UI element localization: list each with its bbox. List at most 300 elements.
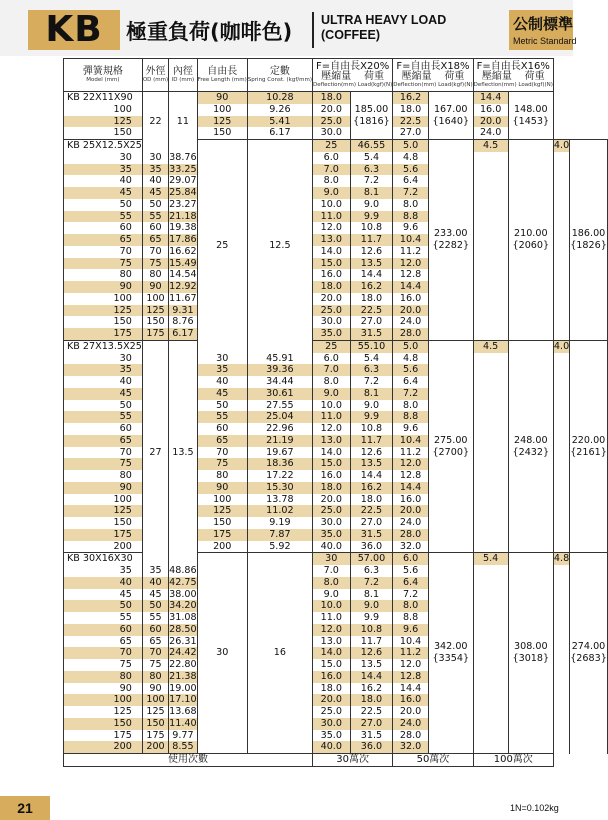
spring-constant: 57.00 [350, 553, 393, 565]
free-length: 60 [142, 624, 168, 636]
deflection-18: 18.0 [350, 494, 393, 506]
deflection-20: 30.0 [312, 517, 350, 529]
spring-constant: 39.36 [247, 364, 312, 376]
free-length: 125 [197, 505, 247, 517]
free-length: 90 [197, 482, 247, 494]
model-length: 45 [64, 589, 143, 601]
deflection-18: 10.8 [350, 423, 393, 435]
spring-constant: 55.10 [350, 340, 393, 352]
deflection-18: 9.0 [350, 400, 393, 412]
load-20-kgf: 185.00 [354, 103, 389, 115]
deflection-16: 24.0 [473, 127, 508, 139]
deflection-16: 20.0 [393, 305, 429, 317]
model-length: 30 [64, 353, 143, 365]
spring-constant: 15.30 [247, 482, 312, 494]
spring-constant: 12.92 [169, 281, 197, 292]
deflection-16: 12.0 [393, 458, 429, 470]
deflection-16: 8.0 [393, 199, 429, 211]
col-group-16: F=自由長X16% 壓縮量 荷重 Deflection(mm) Load(kgf)(N) [473, 59, 553, 92]
page-header [0, 0, 577, 56]
deflection-20: 16.0 [312, 470, 350, 482]
spring-constant: 5.41 [247, 116, 312, 128]
title-english: ULTRA HEAVY LOAD [321, 13, 447, 27]
model-length: 30 [64, 152, 143, 164]
spring-spec-table [63, 58, 608, 767]
deflection-20: 16.0 [312, 269, 350, 281]
spring-constant: 46.55 [350, 140, 393, 152]
deflection-20: 15.0 [312, 458, 350, 470]
free-length: 75 [197, 458, 247, 470]
deflection-20: 9.0 [312, 589, 350, 601]
load-18 [508, 340, 553, 553]
spring-constant: 11.67 [169, 292, 197, 304]
load-18-kgf: 308.00 [514, 641, 548, 653]
deflection-16: 11.2 [393, 647, 429, 659]
free-length: 80 [142, 671, 168, 683]
deflection-18: 11.7 [350, 435, 393, 447]
free-length: 55 [142, 211, 168, 223]
free-length: 65 [142, 234, 168, 246]
load-20-kgf: 233.00 [433, 227, 468, 239]
kb-logo: KB [28, 10, 120, 50]
title-english-color: (COFFEE) [321, 28, 381, 42]
deflection-18: 16.2 [393, 92, 429, 104]
load-16-kgf: 186.00 [571, 227, 606, 239]
spring-constant: 7.87 [247, 529, 312, 541]
inner-diameter: 13.5 [169, 340, 197, 565]
deflection-16: 7.2 [393, 589, 429, 601]
deflection-20: 8.0 [312, 376, 350, 388]
free-length: 70 [197, 447, 247, 459]
deflection-18: 13.5 [350, 458, 393, 470]
free-length: 125 [197, 116, 247, 128]
load-16-kgf: 220.00 [571, 434, 606, 446]
deflection-18: 16.2 [350, 482, 393, 494]
model-length: 55 [64, 211, 143, 223]
spring-constant: 9.26 [247, 104, 312, 116]
spring-constant: 17.22 [247, 470, 312, 482]
deflection-16: 20.0 [393, 706, 429, 718]
cycles-20: 30萬次 [312, 754, 392, 767]
deflection-20: 8.0 [312, 577, 350, 589]
free-length: 50 [142, 199, 168, 211]
spring-constant: 16.62 [169, 245, 197, 257]
deflection-20: 10.0 [312, 600, 350, 612]
deflection-20: 25.0 [312, 116, 350, 128]
deflection-16: 10.4 [393, 636, 429, 648]
deflection-20: 11.0 [312, 211, 350, 223]
model-length: 80 [64, 470, 143, 482]
load-16 [570, 340, 608, 553]
free-length: 60 [142, 222, 168, 234]
deflection-18: 22.5 [350, 305, 393, 317]
deflection-20: 35.0 [312, 328, 350, 340]
deflection-16: 9.6 [393, 624, 429, 636]
load-18-newton: {2432} [512, 446, 550, 458]
deflection-16: 4.8 [393, 353, 429, 365]
usage-label: 使用次數 [64, 754, 313, 767]
outer-diameter: 27 [142, 340, 168, 565]
spring-constant: 34.44 [247, 376, 312, 388]
deflection-16: 28.0 [393, 529, 429, 541]
deflection-16: 14.4 [393, 683, 429, 695]
deflection-20: 15.0 [312, 258, 350, 270]
deflection-20: 40.0 [312, 541, 350, 553]
spring-constant: 10.28 [247, 92, 312, 104]
spring-constant: 19.38 [169, 222, 197, 234]
deflection-16: 11.2 [393, 447, 429, 459]
model-length: 60 [64, 222, 143, 234]
outer-diameter: 22 [142, 92, 168, 152]
deflection-16: 12.8 [393, 671, 429, 683]
model-length: 200 [64, 741, 143, 753]
metric-standard-badge [509, 10, 577, 50]
model-name: KB 30X16X30 [64, 553, 143, 565]
deflection-20: 5.0 [393, 140, 429, 152]
deflection-20: 15.0 [312, 659, 350, 671]
deflection-20: 6.0 [312, 152, 350, 164]
load-18 [428, 92, 473, 140]
model-length: 80 [64, 671, 143, 683]
inner-diameter: 12.5 [247, 140, 312, 353]
model-length: 100 [64, 293, 143, 305]
deflection-16: 12.8 [393, 470, 429, 482]
model-length: 45 [64, 388, 143, 400]
spring-constant: 25.04 [247, 411, 312, 423]
outer-diameter: 30 [197, 553, 247, 754]
model-length: 150 [64, 718, 143, 730]
deflection-18: 13.5 [350, 659, 393, 671]
deflection-20: 8.0 [312, 175, 350, 187]
deflection-20: 9.0 [312, 388, 350, 400]
free-length: 100 [142, 293, 168, 305]
model-length: 40 [64, 175, 143, 187]
load-16 [570, 553, 608, 754]
spring-constant: 33.25 [169, 163, 197, 175]
deflection-16: 24.0 [393, 517, 429, 529]
spring-constant: 27.55 [247, 400, 312, 412]
free-length: 30 [197, 353, 247, 365]
deflection-16: 4.0 [553, 340, 570, 352]
deflection-16: 11.2 [393, 246, 429, 258]
load-18-kgf: 167.00 [433, 103, 468, 115]
free-length: 35 [197, 364, 247, 376]
model-length: 65 [64, 636, 143, 648]
deflection-18: 5.4 [350, 152, 393, 164]
table-header-row [64, 59, 608, 92]
load-20-newton: {2700} [432, 446, 470, 458]
load-20-kgf: 342.00 [433, 641, 468, 653]
free-length: 35 [142, 565, 168, 577]
spring-constant: 6.17 [247, 127, 312, 139]
deflection-16: 7.2 [393, 187, 429, 199]
deflection-20: 40.0 [312, 741, 350, 753]
deflection-20: 25.0 [312, 706, 350, 718]
deflection-20: 20.0 [312, 494, 350, 506]
deflection-18: 12.6 [350, 246, 393, 258]
deflection-16: 32.0 [393, 741, 429, 753]
model-length: 75 [64, 659, 143, 671]
inner-diameter: 16 [247, 553, 312, 754]
model-name: KB 27X13.5X25 [64, 340, 143, 352]
model-length: 175 [64, 529, 143, 541]
deflection-16: 4.0 [553, 140, 570, 151]
free-length: 75 [142, 258, 168, 270]
model-length: 50 [64, 600, 143, 612]
deflection-20: 6.0 [393, 553, 429, 565]
load-20 [350, 92, 393, 140]
model-name: KB 22X11X90 [64, 92, 143, 104]
free-length: 40 [142, 577, 168, 589]
free-length: 25 [312, 340, 350, 352]
model-length: 40 [64, 376, 143, 388]
deflection-20: 14.0 [312, 246, 350, 258]
load-16-newton: {2161} [570, 446, 607, 458]
deflection-18: 13.5 [350, 258, 393, 270]
deflection-16: 9.6 [393, 423, 429, 435]
usage-cycles-row [64, 754, 608, 767]
load-18-newton: {2060} [512, 239, 550, 251]
free-length: 55 [142, 612, 168, 624]
deflection-20: 13.0 [312, 435, 350, 447]
deflection-16: 16.0 [473, 104, 508, 116]
load-18 [508, 140, 553, 341]
free-length: 100 [197, 104, 247, 116]
load-20 [428, 140, 473, 341]
free-length: 35 [142, 164, 168, 176]
model-row [64, 92, 608, 104]
deflection-16: 8.0 [393, 600, 429, 612]
deflection-16: 8.8 [393, 211, 429, 223]
load-18 [508, 553, 553, 754]
spring-constant: 38.00 [169, 588, 197, 600]
free-length: 90 [197, 92, 247, 104]
load-20-newton: {2282} [432, 239, 470, 251]
deflection-18: 18.0 [393, 104, 429, 116]
spring-constant: 18.36 [247, 458, 312, 470]
deflection-16: 10.4 [393, 435, 429, 447]
spring-constant: 42.75 [169, 576, 197, 588]
load-16-kgf: 148.00 [514, 103, 548, 115]
free-length: 100 [142, 694, 168, 706]
deflection-20: 9.0 [312, 187, 350, 199]
model-length: 55 [64, 411, 143, 423]
load-18-newton: {3018} [512, 653, 550, 665]
deflection-20: 30.0 [312, 718, 350, 730]
deflection-20: 5.0 [393, 340, 429, 352]
model-length: 100 [64, 694, 143, 706]
free-length: 55 [197, 411, 247, 423]
deflection-18: 6.3 [350, 364, 393, 376]
deflection-20: 10.0 [312, 400, 350, 412]
model-length: 65 [64, 435, 143, 447]
spring-constant: 5.92 [247, 541, 312, 553]
deflection-16: 7.2 [393, 388, 429, 400]
spring-constant: 28.50 [169, 623, 197, 635]
deflection-20: 30.0 [312, 316, 350, 328]
spring-constant: 29.07 [169, 175, 197, 187]
free-length: 175 [197, 529, 247, 541]
model-length: 75 [64, 258, 143, 270]
deflection-18: 14.4 [350, 269, 393, 281]
spring-constant: 30.61 [247, 388, 312, 400]
deflection-18: 9.0 [350, 600, 393, 612]
deflection-20: 7.0 [312, 164, 350, 176]
title-chinese: 極重負荷(咖啡色) [126, 20, 293, 44]
model-length: 60 [64, 624, 143, 636]
model-length: 35 [64, 364, 143, 376]
deflection-18: 27.0 [350, 316, 393, 328]
deflection-20: 18.0 [312, 482, 350, 494]
spring-constant: 25.84 [169, 187, 197, 198]
spring-constant: 9.19 [247, 517, 312, 529]
col-free-length: 自由長 Free Length (mm) [197, 59, 247, 92]
free-length: 65 [197, 435, 247, 447]
deflection-16: 5.6 [393, 565, 429, 577]
col-spring-const: 定數 Spring Const. (kgf/mm) [247, 59, 312, 92]
deflection-20: 20.0 [312, 104, 350, 116]
deflection-16: 12.8 [393, 269, 429, 281]
free-length: 150 [142, 316, 168, 328]
deflection-18: 31.5 [350, 730, 393, 742]
free-length: 70 [142, 647, 168, 659]
deflection-18: 22.5 [393, 116, 429, 128]
model-length: 65 [64, 234, 143, 246]
deflection-18: 18.0 [350, 293, 393, 305]
deflection-20: 7.0 [312, 565, 350, 577]
deflection-16: 32.0 [393, 541, 429, 553]
deflection-20: 14.0 [312, 647, 350, 659]
deflection-16: 16.0 [393, 694, 429, 706]
spring-constant: 21.19 [247, 435, 312, 447]
deflection-16: 16.0 [393, 494, 429, 506]
deflection-18: 9.9 [350, 612, 393, 624]
model-length: 35 [64, 164, 143, 176]
free-length: 75 [142, 659, 168, 671]
free-length: 30 [142, 152, 168, 164]
spring-constant: 31.08 [169, 612, 197, 623]
free-length: 45 [142, 589, 168, 601]
model-name: KB 25X12.5X25 [64, 140, 143, 152]
deflection-18: 31.5 [350, 328, 393, 340]
model-length: 125 [64, 305, 143, 317]
load-16 [570, 140, 608, 341]
deflection-16: 8.0 [393, 400, 429, 412]
col-group-18: F=自由長X18% 壓縮量 荷重 Deflection(mm) Load(kgf)(N) [393, 59, 473, 92]
deflection-16: 14.4 [393, 482, 429, 494]
load-18-kgf: 210.00 [514, 227, 548, 239]
model-length: 55 [64, 612, 143, 624]
deflection-16: 4.8 [393, 152, 429, 164]
load-20 [428, 340, 473, 553]
model-length: 40 [64, 577, 143, 589]
spring-constant: 19.67 [247, 447, 312, 459]
spring-constant: 8.76 [169, 316, 197, 328]
model-length: 35 [64, 565, 143, 577]
deflection-18: 8.1 [350, 589, 393, 601]
model-length: 175 [64, 730, 143, 742]
deflection-20: 6.0 [312, 353, 350, 365]
col-group-20: F=自由長X20% 壓縮量 荷重 Deflection(mm) Load(kgf)(N) [312, 59, 392, 92]
deflection-18: 11.7 [350, 636, 393, 648]
model-length: 90 [64, 281, 143, 293]
model-length: 50 [64, 199, 143, 211]
free-length: 150 [197, 517, 247, 529]
deflection-20: 7.0 [312, 364, 350, 376]
col-model: 彈簧規格 Model (mm) [64, 59, 143, 92]
free-length: 150 [142, 718, 168, 730]
spring-constant: 17.10 [169, 694, 197, 706]
metric-standard-en: Metric Standard [513, 36, 577, 46]
model-length: 80 [64, 269, 143, 281]
deflection-18: 11.7 [350, 234, 393, 246]
spring-constant: 19.00 [169, 682, 197, 694]
unit-note: 1N=0.102kg [510, 803, 559, 813]
free-length: 65 [142, 636, 168, 648]
deflection-16: 12.0 [393, 258, 429, 270]
load-16-newton: {2683} [570, 653, 607, 665]
model-length: 70 [64, 246, 143, 258]
free-length: 45 [197, 388, 247, 400]
deflection-18: 18.0 [350, 694, 393, 706]
deflection-18: 9.9 [350, 411, 393, 423]
inner-diameter: 11 [169, 92, 197, 152]
deflection-20: 11.0 [312, 612, 350, 624]
deflection-18: 4.5 [473, 340, 508, 352]
deflection-16: 14.4 [393, 281, 429, 293]
deflection-16: 4.8 [553, 553, 570, 565]
deflection-16: 28.0 [393, 730, 429, 742]
free-length: 90 [142, 281, 168, 293]
deflection-18: 12.6 [350, 447, 393, 459]
free-length: 125 [142, 706, 168, 718]
spring-constant: 13.68 [169, 706, 197, 717]
spring-constant: 26.31 [169, 635, 197, 647]
spring-spec-table-wrap [63, 58, 608, 767]
deflection-20: 25.0 [312, 305, 350, 317]
deflection-16: 16.0 [393, 293, 429, 305]
model-length: 90 [64, 482, 143, 494]
spring-constant: 11.02 [247, 505, 312, 517]
deflection-18: 10.8 [350, 222, 393, 234]
load-18-kgf: 248.00 [514, 434, 548, 446]
deflection-20: 35.0 [312, 529, 350, 541]
deflection-18: 7.2 [350, 175, 393, 187]
spring-constant: 15.49 [169, 257, 197, 269]
deflection-18: 12.6 [350, 647, 393, 659]
deflection-18: 14.4 [350, 470, 393, 482]
page-number: 21 [0, 796, 50, 820]
deflection-20: 18.0 [312, 92, 350, 104]
spring-constant: 22.96 [247, 423, 312, 435]
load-16-kgf: 274.00 [571, 641, 606, 653]
model-row [64, 340, 608, 352]
deflection-18: 14.4 [350, 671, 393, 683]
metric-standard-cn: 公制標準 [513, 15, 574, 33]
deflection-16: 20.0 [473, 116, 508, 128]
deflection-18: 22.5 [350, 505, 393, 517]
deflection-18: 8.1 [350, 187, 393, 199]
model-length: 90 [64, 683, 143, 695]
deflection-18: 16.2 [350, 683, 393, 695]
deflection-16: 8.8 [393, 612, 429, 624]
load-16-newton: {1453} [512, 115, 550, 127]
free-length: 40 [142, 175, 168, 187]
model-length: 45 [64, 187, 143, 199]
deflection-16: 6.4 [393, 577, 429, 589]
deflection-16: 5.6 [393, 164, 429, 176]
load-16 [508, 92, 553, 140]
